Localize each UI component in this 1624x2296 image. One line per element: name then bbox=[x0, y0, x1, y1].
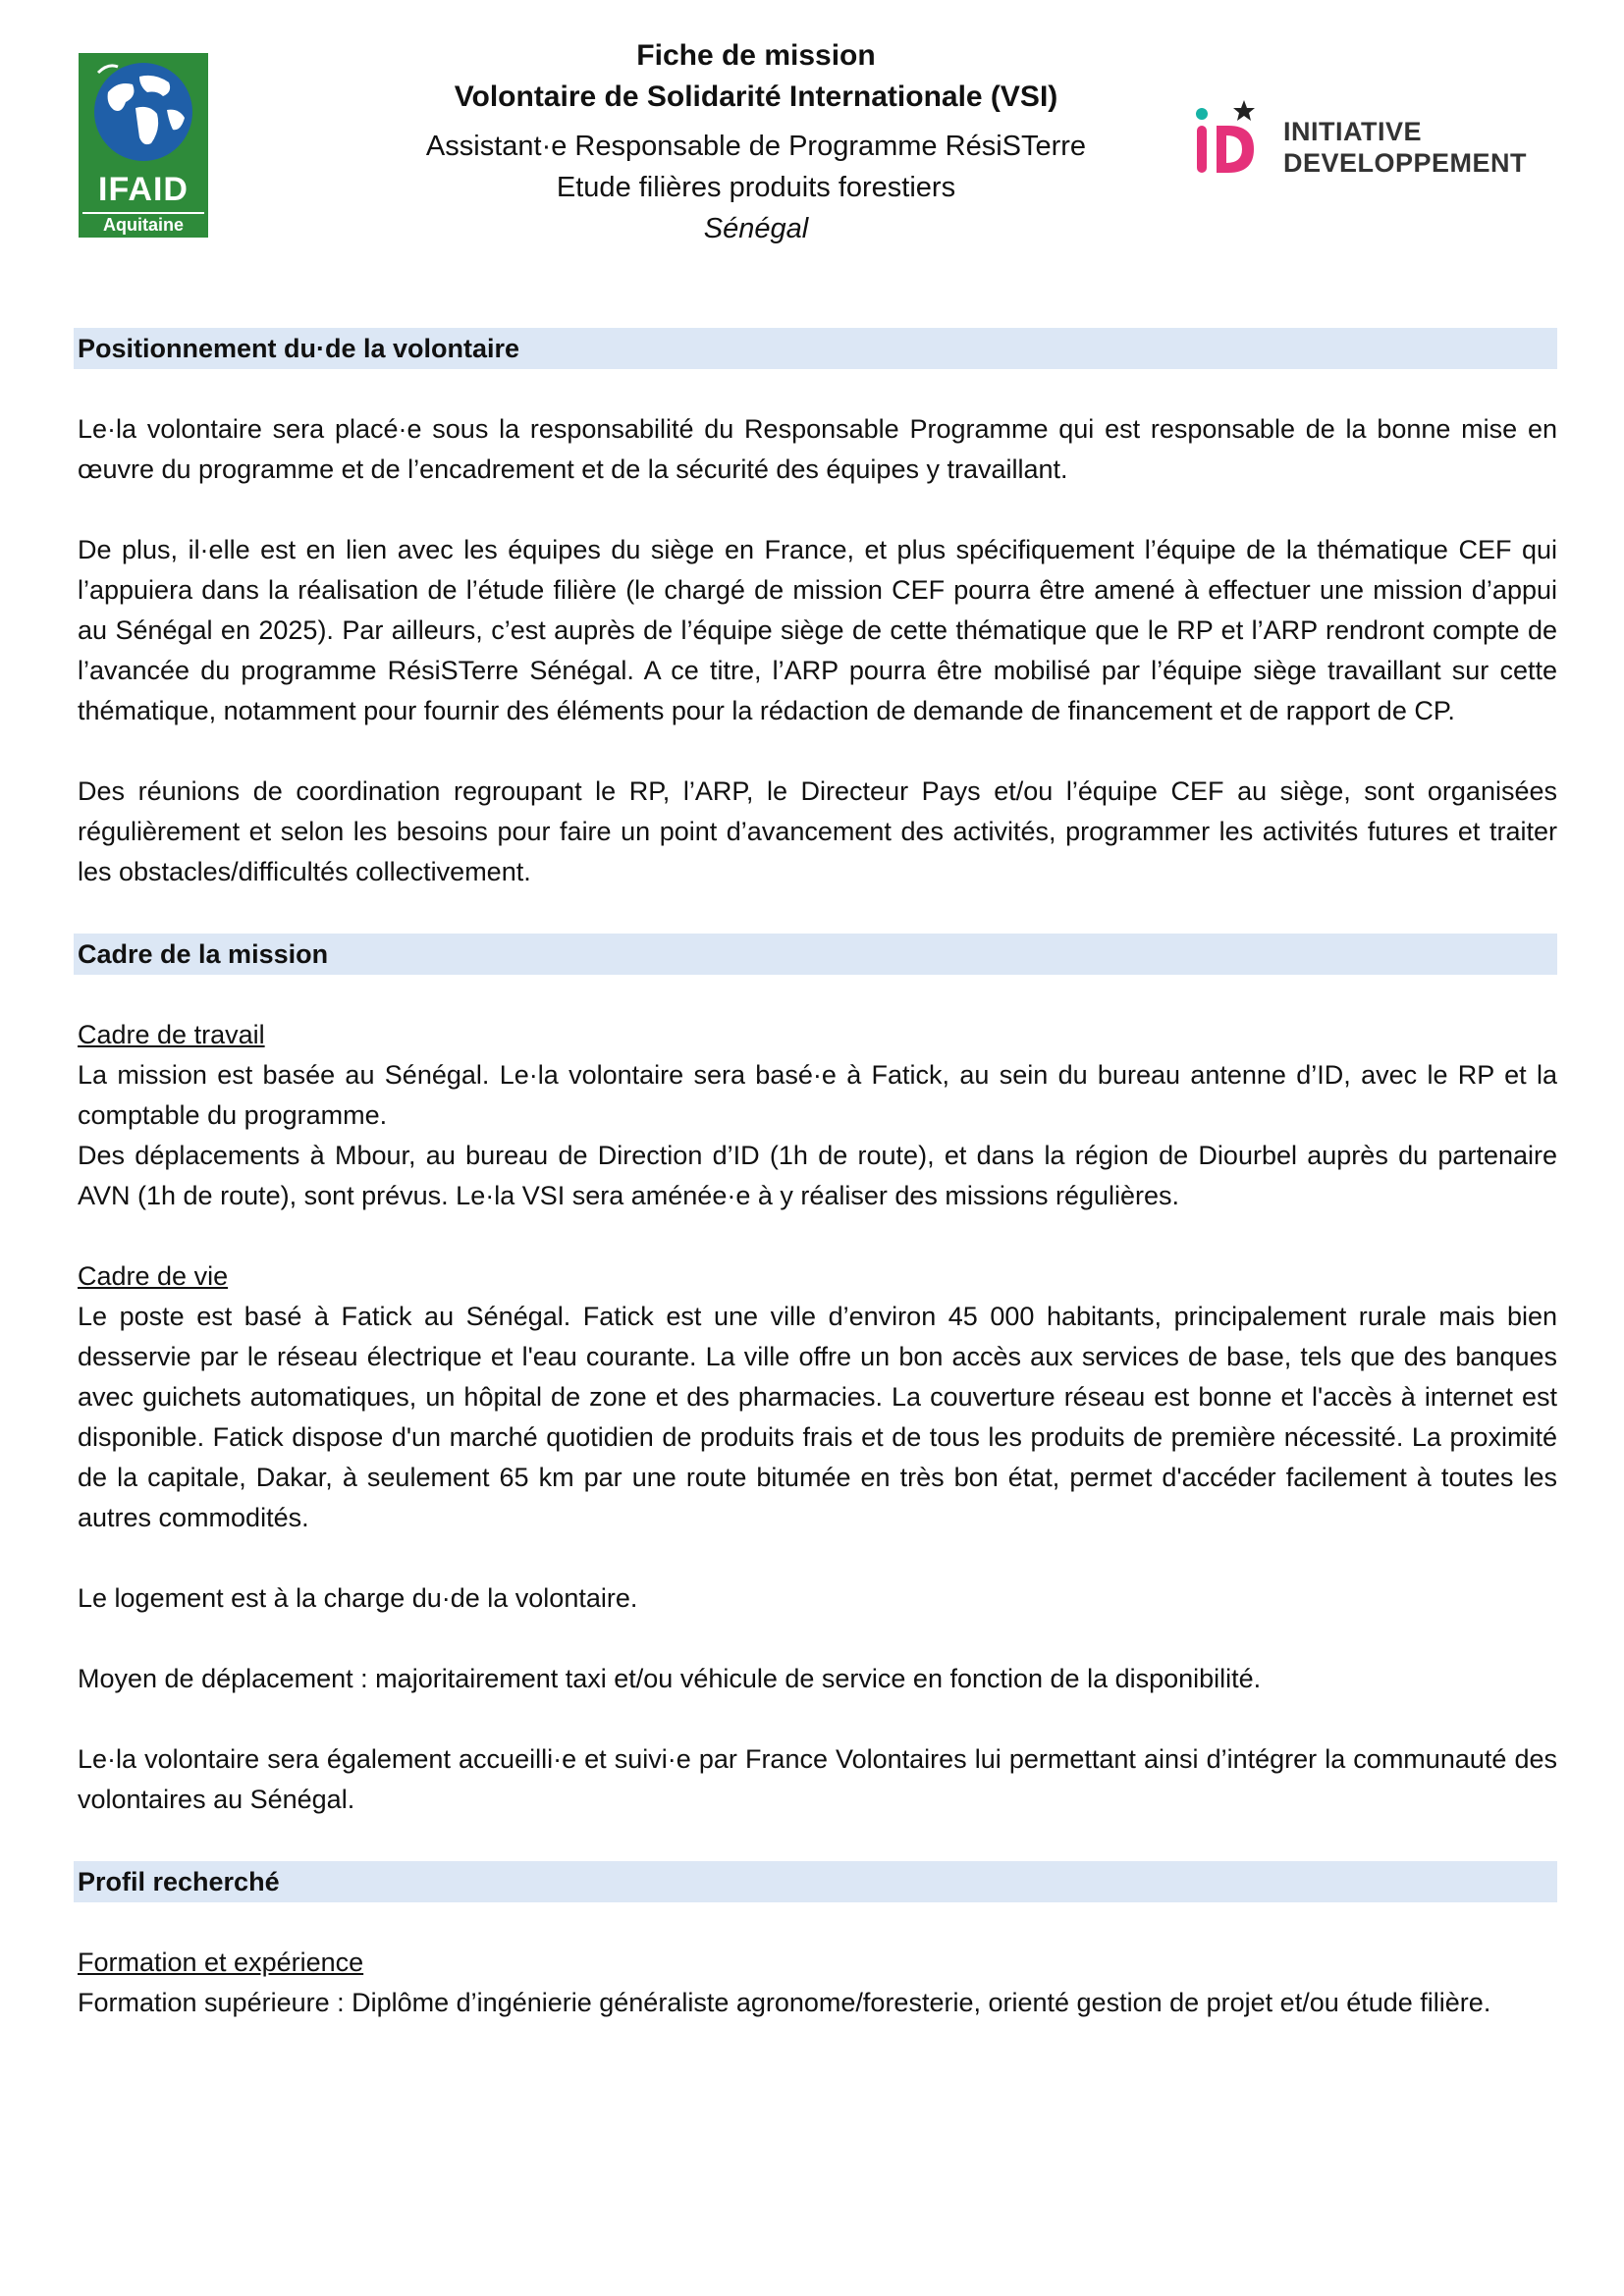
paragraph: Le·la volontaire sera placé·e sous la responsabilité du Responsable Programme qui est responsable de la bonne mise en œuvre du programme et de l’encadrement et de la sécurité des équipes y travaillant. bbox=[78, 414, 1557, 484]
globe-icon bbox=[79, 53, 208, 171]
document-title-line2: Volontaire de Solidarité Internationale (VSI) bbox=[454, 80, 1058, 113]
ifaid-sub-text: Aquitaine bbox=[82, 212, 204, 236]
subheading-formation: Formation et expérience bbox=[78, 1948, 364, 1977]
document-body bbox=[78, 328, 1557, 2023]
document-title: Fiche de mission bbox=[636, 39, 876, 72]
paragraph: Le logement est à la charge du·de la volontaire. bbox=[78, 1583, 638, 1613]
id-logo-name-line1: INITIATIVE bbox=[1283, 117, 1423, 146]
paragraph: Des déplacements à Mbour, au bureau de Direction d’ID (1h de route), et dans la région de Diourbel auprès du partenaire AVN (1h de route), sont prévus. Le·la VSI sera aménée·e à y réaliser des missions régulières. bbox=[78, 1141, 1557, 1210]
mission-position: Assistant·e Responsable de Programme RésiSTerre bbox=[425, 131, 1087, 162]
paragraph: Moyen de déplacement : majoritairement taxi et/ou véhicule de service en fonction de la disponibilité. bbox=[78, 1664, 1262, 1693]
mission-topic: Etude filières produits forestiers bbox=[556, 172, 956, 203]
id-logo-name bbox=[1283, 116, 1527, 179]
section-heading-cadre: Cadre de la mission bbox=[74, 934, 1557, 975]
paragraph: Le poste est basé à Fatick au Sénégal. Fatick est une ville d’environ 45 000 habitants, principalement rurale mais bien desservie par le réseau électrique et l'eau courante. La ville offre un bon accès aux services de base, tels que des banques avec guichets automatiques, un hôpital de zone et des pharmacies. La couverture réseau est bonne et l'accès à internet est disponible. Fatick dispose d'un marché quotidien de produits frais et de tous les produits de première nécessité. La proximité de la capitale, Dakar, à seulement 65 km par une route bitumée en très bon état, permet d'accéder facilement à toutes les autres commodités. bbox=[78, 1302, 1557, 1532]
subheading-cadre-travail: Cadre de travail bbox=[78, 1020, 265, 1049]
id-logo-name-line2: DEVELOPPEMENT bbox=[1283, 148, 1528, 178]
paragraph: De plus, il·elle est en lien avec les équipes du siège en France, et plus spécifiquement l’équipe de la thématique CEF qui l’appuiera dans la réalisation de l’étude filière (le chargé de mission CEF pourra être amené à effectuer une mission d’appui au Sénégal en 2025). Par ailleurs, c’est auprès de l’équipe siège de cette thématique que le RP et l’ARP rendront compte de l’avancée du programme RésiSTerre Sénégal. A ce titre, l’ARP pourra être mobilisé par l’équipe siège travaillant sur cette thématique, notamment pour fournir des éléments pour la rédaction de demande de financement et de rapport de CP. bbox=[78, 535, 1557, 725]
document-header bbox=[0, 0, 1624, 294]
initiative-developpement-logo bbox=[1193, 96, 1546, 181]
section-heading-positionnement: Positionnement du·de la volontaire bbox=[74, 328, 1557, 369]
ifaid-logo bbox=[79, 53, 208, 238]
subheading-cadre-vie: Cadre de vie bbox=[78, 1261, 229, 1291]
paragraph: Le·la volontaire sera également accueilli·e et suivi·e par France Volontaires lui permettant ainsi d’intégrer la communauté des volontaires au Sénégal. bbox=[78, 1744, 1557, 1814]
section-heading-profil: Profil recherché bbox=[74, 1861, 1557, 1902]
paragraph: La mission est basée au Sénégal. Le·la volontaire sera basé·e à Fatick, au sein du bureau antenne d’ID, avec le RP et la comptable du programme. bbox=[78, 1060, 1557, 1130]
mission-location: Sénégal bbox=[703, 213, 809, 244]
paragraph: Des réunions de coordination regroupant le RP, l’ARP, le Directeur Pays et/ou l’équipe CEF au siège, sont organisées régulièrement et selon les besoins pour faire un point d’avancement des activités, programmer les activités futures et traiter les obstacles/difficultés collectivement. bbox=[78, 776, 1557, 886]
id-logo-icon bbox=[1193, 96, 1262, 181]
ifaid-brand-text: IFAID bbox=[98, 171, 189, 208]
title-block bbox=[373, 35, 1139, 249]
paragraph: Formation supérieure : Diplôme d’ingénierie généraliste agronome/foresterie, orienté gestion de projet et/ou étude filière. bbox=[78, 1988, 1491, 2017]
